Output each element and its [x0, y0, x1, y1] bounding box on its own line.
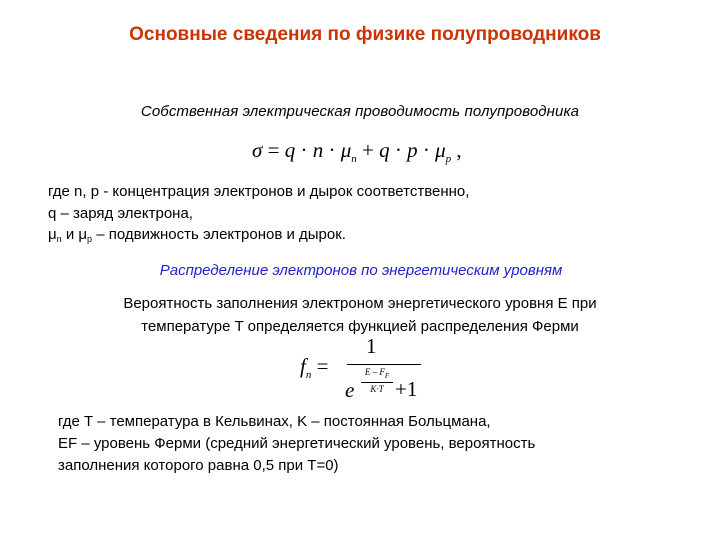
- mobility-line: [48, 226, 346, 244]
- fermi-exponent: [358, 367, 396, 394]
- fraction-bar: [347, 364, 421, 365]
- mobility-and: и: [61, 226, 79, 243]
- formula-sub-p: p: [445, 153, 452, 166]
- mobility-sub-n: n: [56, 234, 62, 244]
- exponent-bottom: K·T: [370, 383, 384, 394]
- explanation-line-3: заполнения которого равна 0,5 при T=0): [58, 457, 339, 474]
- formula-sub-n: n: [351, 153, 357, 166]
- exponent-bar: [361, 382, 393, 383]
- formula-q2: q: [379, 138, 390, 162]
- formula-mu-p: μ: [435, 138, 446, 162]
- conductivity-formula: [252, 138, 462, 165]
- formula-equals: =: [262, 138, 285, 162]
- formula-comma: ,: [451, 138, 462, 162]
- section-heading-distribution: Распределение электронов по энергетическим уровням: [159, 262, 563, 279]
- fermi-numerator: 1: [366, 334, 377, 358]
- formula-n: n: [312, 138, 324, 162]
- subtitle-intrinsic-conductivity: Собственная электрическая проводимость полупроводника: [140, 103, 580, 120]
- mobility-mu-n: μ: [48, 226, 57, 243]
- formula-p: p: [407, 138, 418, 162]
- fermi-lhs: $f_n$ =: [300, 354, 329, 382]
- definition-line-2: q – заряд электрона,: [48, 205, 193, 222]
- explanation-line-1: где T – температура в Кельвинах, K – постоянная Больцмана,: [58, 413, 491, 430]
- formula-dot4: ·: [417, 138, 436, 162]
- formula-mu-n: μ: [340, 138, 352, 162]
- fermi-intro-line-1: Вероятность заполнения электроном энергетического уровня E при: [123, 295, 597, 312]
- explanation-line-2: EF – уровень Ферми (средний энергетический уровень, вероятность: [58, 435, 536, 452]
- fermi-formula: [300, 334, 450, 410]
- exponent-top: E – F: [364, 367, 385, 377]
- formula-q1: q: [284, 138, 296, 162]
- formula-dot1: ·: [295, 138, 313, 162]
- slide-title: Основные сведения по физике полупроводников: [129, 24, 601, 45]
- mobility-rest: – подвижность электронов и дырок.: [92, 226, 346, 243]
- mobility-sub-p: p: [87, 234, 93, 244]
- formula-sigma: σ: [252, 138, 263, 162]
- formula-dot3: ·: [389, 138, 408, 162]
- fermi-plus-one: +1: [395, 377, 418, 401]
- exponent-top-sub: F: [384, 371, 390, 380]
- fermi-intro-line-2: температуре T определяется функцией распределения Ферми: [141, 318, 579, 335]
- mobility-mu-p: μ: [78, 226, 88, 243]
- definition-line-1: где n, p - концентрация электронов и дырок соответственно,: [48, 183, 470, 200]
- formula-plus: +: [356, 138, 380, 162]
- fermi-e: e: [345, 378, 355, 402]
- formula-dot2: ·: [323, 138, 341, 162]
